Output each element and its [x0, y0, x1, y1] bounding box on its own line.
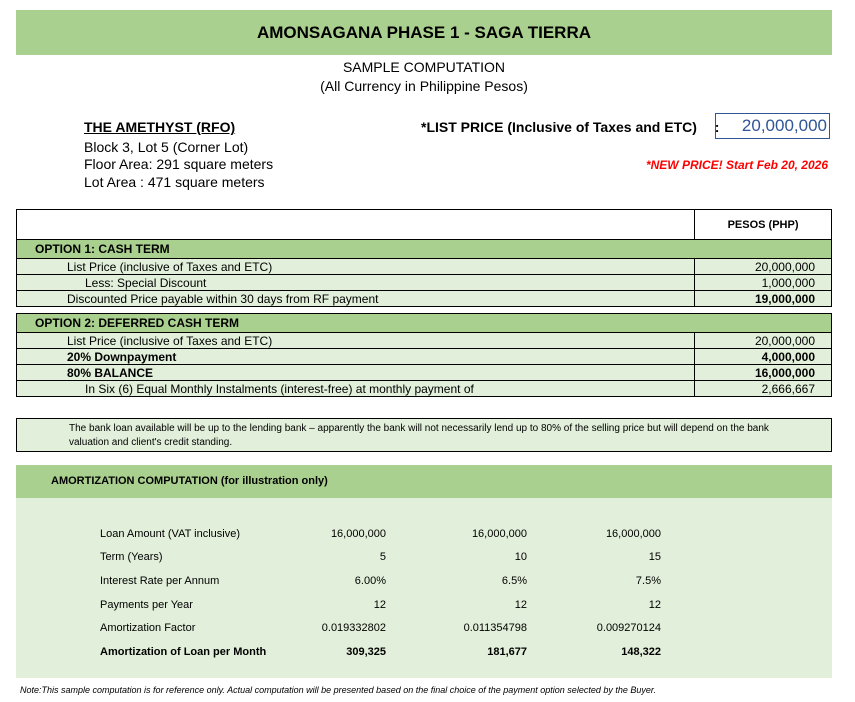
- row-label: Less: Special Discount: [17, 275, 695, 291]
- row-label: 80% BALANCE: [17, 365, 695, 381]
- row-value: 2,666,667: [695, 381, 832, 397]
- bank-loan-note: The bank loan available will be up to the lending bank – apparently the bank will not necessarily lend up to 80% of the selling price but will depend on the bank valuation and client's credit standing.: [16, 418, 832, 452]
- list-price-label: [421, 119, 719, 135]
- list-price-value: 20,000,000: [715, 113, 830, 139]
- amortization-value-col3: 0.009270124: [596, 622, 661, 634]
- amortization-value-col2: 0.011354798: [463, 622, 527, 634]
- amortization-value-col2: 181,677: [487, 646, 527, 658]
- list-price-colon: :: [714, 119, 720, 135]
- amortization-row-label: Amortization of Loan per Month: [100, 646, 267, 658]
- row-value: 4,000,000: [695, 349, 832, 365]
- amortization-value-col1: 6.00%: [354, 575, 386, 587]
- row-value: 20,000,000: [695, 333, 832, 349]
- table-row: [17, 381, 832, 397]
- option2-header-row: [17, 314, 832, 333]
- amortization-row-label: Loan Amount (VAT inclusive): [100, 528, 241, 540]
- new-price-note: *NEW PRICE! Start Feb 20, 2026: [645, 158, 828, 172]
- amortization-value-col2: 10: [514, 551, 527, 563]
- amortization-value-col1: 16,000,000: [330, 528, 386, 540]
- amortization-row-label: Term (Years): [100, 551, 163, 563]
- table-row: [17, 275, 832, 291]
- page-title-banner: [16, 10, 832, 55]
- row-value: 19,000,000: [695, 291, 832, 307]
- amortization-value-col1: 12: [373, 599, 386, 611]
- property-lot-area: Lot Area : 471 square meters: [84, 174, 265, 190]
- row-label: Discounted Price payable within 30 days from RF payment: [17, 291, 695, 307]
- amortization-value-col2: 6.5%: [501, 575, 527, 587]
- row-value: 16,000,000: [695, 365, 832, 381]
- amortization-value-col3: 12: [648, 599, 661, 611]
- amortization-value-col1: 309,325: [346, 646, 386, 658]
- amortization-value-col2: 16,000,000: [471, 528, 527, 540]
- option1-header-row: [17, 240, 832, 259]
- currency-note: (All Currency in Philippine Pesos): [320, 78, 528, 94]
- row-label: List Price (inclusive of Taxes and ETC): [17, 333, 695, 349]
- amortization-value-col1: 5: [379, 551, 386, 563]
- list-price-label-text: *LIST PRICE (Inclusive of Taxes and ETC): [421, 119, 697, 135]
- pesos-column-header: PESOS (PHP): [695, 210, 832, 240]
- property-name: THE AMETHYST (RFO): [84, 119, 236, 135]
- subtitle: SAMPLE COMPUTATION: [342, 59, 506, 75]
- amortization-row-label: Amortization Factor: [100, 622, 196, 634]
- amortization-value-col3: 7.5%: [635, 575, 661, 587]
- payment-options-table: [16, 209, 832, 397]
- table-row: [17, 259, 832, 275]
- row-value: 1,000,000: [695, 275, 832, 291]
- amortization-value-col3: 15: [648, 551, 661, 563]
- amortization-row-label: Interest Rate per Annum: [100, 575, 220, 587]
- row-label: List Price (inclusive of Taxes and ETC): [17, 259, 695, 275]
- table-row: [17, 349, 832, 365]
- table-row: [17, 333, 832, 349]
- property-floor-area: Floor Area: 291 square meters: [84, 156, 274, 172]
- amortization-title: AMORTIZATION COMPUTATION (for illustration only): [51, 475, 328, 487]
- row-value: 20,000,000: [695, 259, 832, 275]
- option2-title: OPTION 2: DEFERRED CASH TERM: [17, 314, 832, 333]
- table-row: [17, 291, 832, 307]
- footer-note: Note:This sample computation is for reference only. Actual computation will be presented based on the final choice of the payment option selected by the Buyer.: [20, 685, 657, 695]
- amortization-header: [16, 465, 832, 498]
- table-header-blank: [17, 210, 695, 240]
- table-row: [17, 365, 832, 381]
- amortization-value-col3: 16,000,000: [605, 528, 661, 540]
- amortization-value-col3: 148,322: [621, 646, 661, 658]
- amortization-value-col2: 12: [514, 599, 527, 611]
- amortization-row-label: Payments per Year: [100, 599, 193, 611]
- table-spacer: [17, 307, 832, 314]
- page-title: AMONSAGANA PHASE 1 - SAGA TIERRA: [256, 22, 592, 42]
- property-block-lot: Block 3, Lot 5 (Corner Lot): [84, 139, 249, 155]
- amortization-value-col1: 0.019332802: [321, 622, 386, 634]
- option1-title: OPTION 1: CASH TERM: [17, 240, 832, 259]
- table-header-row: [17, 210, 832, 240]
- row-label: 20% Downpayment: [17, 349, 695, 365]
- row-label: In Six (6) Equal Monthly Instalments (interest-free) at monthly payment of: [17, 381, 695, 397]
